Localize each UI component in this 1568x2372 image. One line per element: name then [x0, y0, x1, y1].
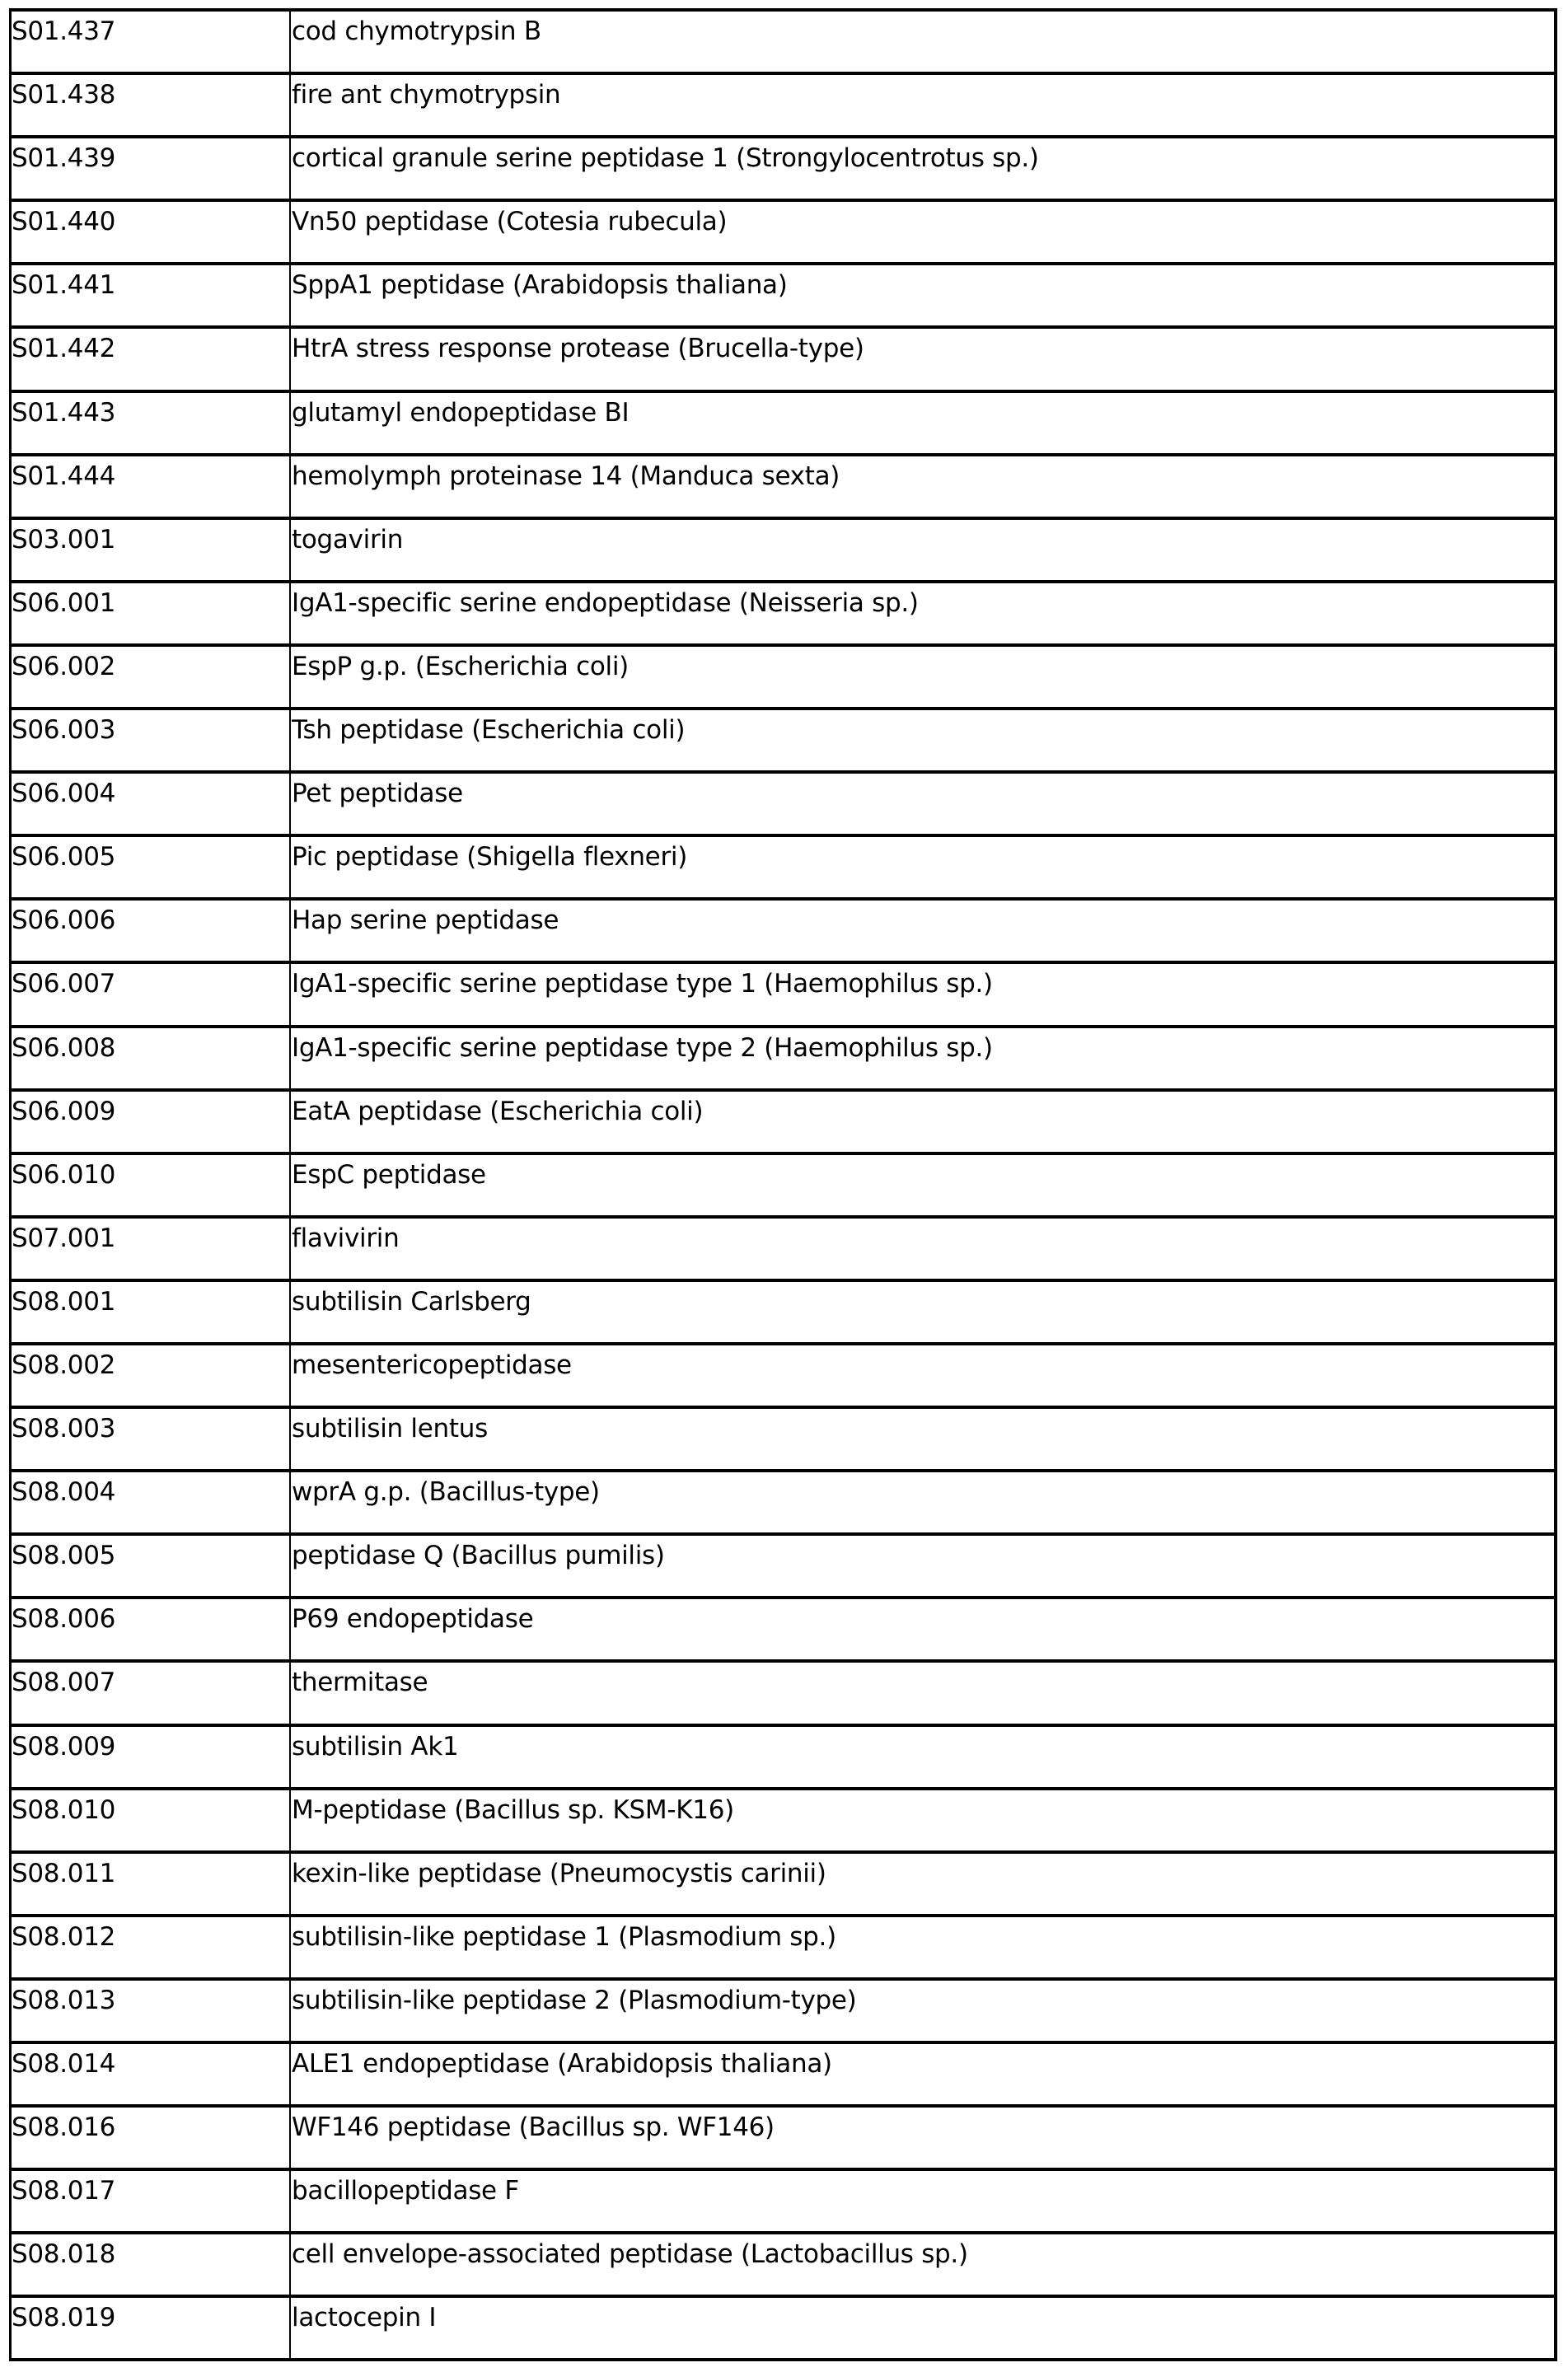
table-row	[12, 1787, 1554, 1850]
peptidase-id-cell: S08.001	[12, 1282, 291, 1342]
peptidase-id-cell: S06.009	[12, 1092, 291, 1152]
peptidase-id-cell: S01.439	[12, 138, 291, 199]
peptidase-name-cell: Tsh peptidase (Escherichia coli)	[292, 715, 686, 746]
table-row	[12, 834, 1554, 897]
table-row	[12, 8, 1554, 72]
peptidase-name-cell: Pic peptidase (Shigella flexneri)	[292, 842, 688, 873]
table-row	[12, 135, 1554, 199]
peptidase-id-cell: S06.007	[12, 964, 291, 1024]
peptidase-id-cell: S08.007	[12, 1663, 291, 1723]
peptidase-table	[9, 8, 1557, 2361]
peptidase-name-cell: cell envelope-associated peptidase (Lactobacillus sp.)	[292, 2239, 968, 2270]
table-row	[12, 1025, 1554, 1088]
peptidase-id-cell: S08.005	[12, 1536, 291, 1596]
peptidase-id-cell: S08.006	[12, 1599, 291, 1659]
peptidase-id-cell: S08.010	[12, 1790, 291, 1850]
peptidase-name-cell: EspP g.p. (Escherichia coli)	[292, 651, 629, 681]
peptidase-name-cell: IgA1-specific serine peptidase type 1 (Haemophilus sp.)	[292, 969, 993, 999]
table-row	[12, 1596, 1554, 1659]
peptidase-id-cell: S06.003	[12, 710, 291, 770]
table-row	[12, 1342, 1554, 1406]
peptidase-id-cell: S08.011	[12, 1854, 291, 1914]
peptidase-id-cell: S06.010	[12, 1155, 291, 1215]
peptidase-name-cell: lactocepin I	[292, 2303, 437, 2333]
peptidase-id-cell: S06.008	[12, 1028, 291, 1088]
peptidase-name-cell: cortical granule serine peptidase 1 (Strongylocentrotus sp.)	[292, 143, 1039, 174]
peptidase-id-cell: S06.006	[12, 901, 291, 961]
peptidase-id-cell: S07.001	[12, 1219, 291, 1279]
table-row	[12, 1850, 1554, 1914]
peptidase-id-cell: S08.003	[12, 1409, 291, 1469]
peptidase-id-cell: S01.441	[12, 265, 291, 325]
table-row	[12, 1088, 1554, 1152]
table-row	[12, 1279, 1554, 1342]
peptidase-id-cell: S08.016	[12, 2108, 291, 2168]
peptidase-id-cell: S01.440	[12, 202, 291, 262]
peptidase-id-cell: S06.001	[12, 583, 291, 643]
table-row	[12, 580, 1554, 643]
peptidase-name-cell: subtilisin Carlsberg	[292, 1286, 531, 1317]
peptidase-name-cell: cod chymotrypsin B	[292, 16, 541, 46]
peptidase-id-cell: S06.005	[12, 837, 291, 897]
table-row	[12, 1406, 1554, 1469]
table-row	[12, 390, 1554, 453]
table-row	[12, 2231, 1554, 2295]
table-row	[12, 1659, 1554, 1723]
peptidase-name-cell: glutamyl endopeptidase BI	[292, 397, 630, 428]
peptidase-id-cell: S08.018	[12, 2234, 291, 2295]
peptidase-name-cell: wprA g.p. (Bacillus-type)	[292, 1477, 600, 1508]
peptidase-name-cell: peptidase Q (Bacillus pumilis)	[292, 1541, 665, 1571]
peptidase-id-cell: S01.444	[12, 456, 291, 517]
peptidase-id-cell: S06.002	[12, 647, 291, 707]
peptidase-name-cell: mesentericopeptidase	[292, 1350, 572, 1380]
peptidase-id-cell: S08.012	[12, 1917, 291, 1977]
peptidase-name-cell: EatA peptidase (Escherichia coli)	[292, 1096, 704, 1126]
peptidase-name-cell: IgA1-specific serine peptidase type 2 (Haemophilus sp.)	[292, 1032, 993, 1063]
table-row	[12, 325, 1554, 389]
peptidase-name-cell: WF146 peptidase (Bacillus sp. WF146)	[292, 2112, 775, 2143]
table-row	[12, 262, 1554, 325]
peptidase-name-cell: IgA1-specific serine endopeptidase (Neisseria sp.)	[292, 587, 919, 618]
peptidase-name-cell: subtilisin lentus	[292, 1414, 488, 1444]
peptidase-id-cell: S01.442	[12, 329, 291, 389]
table-row	[12, 707, 1554, 770]
peptidase-id-cell: S08.014	[12, 2044, 291, 2104]
peptidase-id-cell: S03.001	[12, 520, 291, 580]
table-row	[12, 770, 1554, 834]
table-row	[12, 1152, 1554, 1215]
peptidase-id-cell: S01.438	[12, 75, 291, 135]
peptidase-name-cell: P69 endopeptidase	[292, 1604, 534, 1635]
peptidase-name-cell: hemolymph proteinase 14 (Manduca sexta)	[292, 461, 840, 491]
table-row	[12, 2041, 1554, 2104]
peptidase-name-cell: EspC peptidase	[292, 1159, 486, 1190]
peptidase-name-cell: Hap serine peptidase	[292, 905, 559, 936]
peptidase-id-cell: S08.004	[12, 1472, 291, 1532]
peptidase-id-cell: S08.009	[12, 1727, 291, 1787]
peptidase-name-cell: subtilisin Ak1	[292, 1731, 459, 1761]
table-row	[12, 961, 1554, 1024]
peptidase-name-cell: subtilisin-like peptidase 2 (Plasmodium-type)	[292, 1985, 857, 2015]
peptidase-id-cell: S01.437	[12, 12, 291, 72]
peptidase-id-cell: S06.004	[12, 774, 291, 834]
table-row	[12, 897, 1554, 961]
peptidase-id-cell: S08.013	[12, 1981, 291, 2041]
table-row	[12, 1977, 1554, 2041]
peptidase-id-cell: S08.002	[12, 1345, 291, 1406]
peptidase-name-cell: Vn50 peptidase (Cotesia rubecula)	[292, 207, 728, 237]
table-row	[12, 2295, 1554, 2358]
peptidase-name-cell: ALE1 endopeptidase (Arabidopsis thaliana)	[292, 2049, 832, 2079]
table-row	[12, 453, 1554, 517]
peptidase-name-cell: togavirin	[292, 524, 404, 554]
table-row	[12, 1914, 1554, 1977]
peptidase-name-cell: flavivirin	[292, 1223, 400, 1253]
table-row	[12, 2104, 1554, 2168]
peptidase-name-cell: subtilisin-like peptidase 1 (Plasmodium sp.)	[292, 1921, 836, 1952]
peptidase-name-cell: SppA1 peptidase (Arabidopsis thaliana)	[292, 270, 788, 301]
peptidase-name-cell: kexin-like peptidase (Pneumocystis carinii)	[292, 1858, 826, 1888]
table-row	[12, 2168, 1554, 2231]
table-row	[12, 517, 1554, 580]
peptidase-name-cell: fire ant chymotrypsin	[292, 80, 561, 110]
peptidase-id-cell: S08.019	[12, 2298, 291, 2358]
peptidase-name-cell: thermitase	[292, 1668, 428, 1698]
table-row	[12, 1469, 1554, 1532]
peptidase-name-cell: Pet peptidase	[292, 779, 463, 809]
peptidase-name-cell: M-peptidase (Bacillus sp. KSM-K16)	[292, 1794, 734, 1825]
table-row	[12, 1215, 1554, 1279]
peptidase-id-cell: S01.443	[12, 393, 291, 453]
peptidase-name-cell: bacillopeptidase F	[292, 2176, 519, 2206]
peptidase-name-cell: HtrA stress response protease (Brucella-type)	[292, 334, 864, 364]
table-row	[12, 1532, 1554, 1596]
table-row	[12, 643, 1554, 707]
table-row	[12, 72, 1554, 135]
table-row	[12, 199, 1554, 262]
table-row	[12, 1724, 1554, 1787]
peptidase-id-cell: S08.017	[12, 2171, 291, 2231]
